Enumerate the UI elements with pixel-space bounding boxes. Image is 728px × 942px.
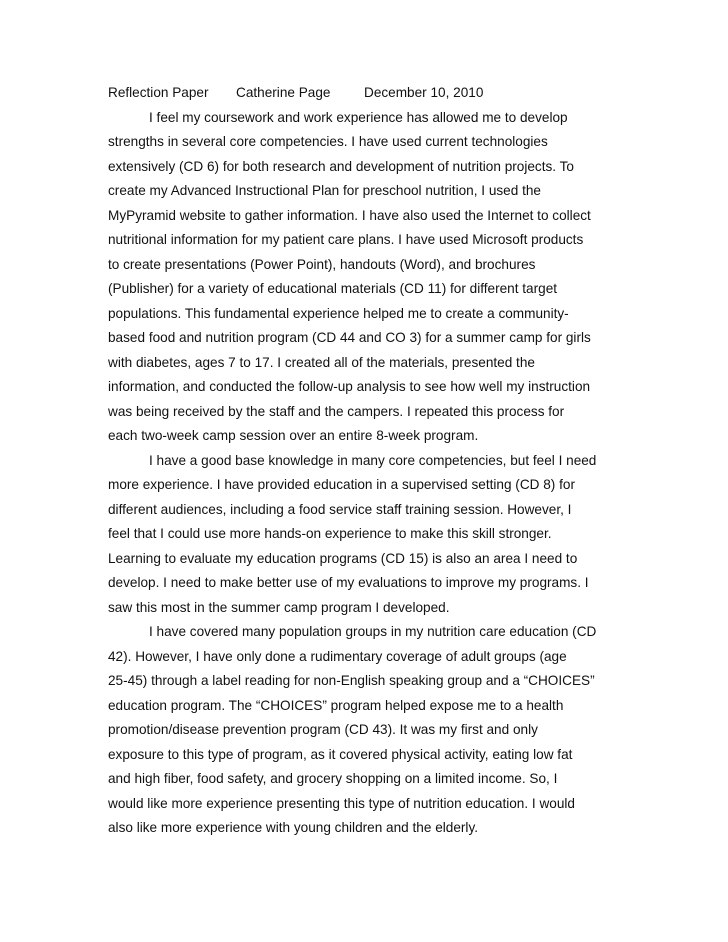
paper-title: Reflection Paper bbox=[108, 85, 209, 100]
text-line: and high fiber, food safety, and grocery shopping on a limited income. So, I bbox=[108, 771, 558, 786]
text-line: (Publisher) for a variety of educational materials (CD 11) for different target bbox=[108, 281, 558, 296]
text-line: more experience. I have provided education in a supervised setting (CD 8) for bbox=[108, 477, 575, 492]
text-line: was being received by the staff and the campers. I repeated this process for bbox=[108, 403, 565, 419]
text-line: develop. I need to make better use of my evaluations to improve my programs. I bbox=[108, 575, 589, 590]
paper-date: December 10, 2010 bbox=[364, 85, 484, 100]
body-text bbox=[108, 106, 628, 841]
text-line: extensively (CD 6) for both research and development of nutrition projects. To bbox=[108, 158, 574, 174]
text-line: 42). However, I have only done a rudimentary coverage of adult groups (age bbox=[108, 648, 567, 664]
paragraph-first-line: I have covered many population groups in my nutrition care education (CD bbox=[149, 624, 597, 639]
reflection-paper-text bbox=[108, 81, 628, 841]
header-line bbox=[108, 81, 628, 106]
text-line: populations. This fundamental experience helped me to create a community- bbox=[108, 305, 569, 321]
text-line: would like more experience presenting this type of nutrition education. I would bbox=[108, 795, 575, 811]
text-line: promotion/disease prevention program (CD 43). It was my first and only bbox=[108, 722, 538, 737]
text-line: information, and conducted the follow-up analysis to see how well my instruction bbox=[108, 379, 591, 394]
text-line: Learning to evaluate my education programs (CD 15) is also an area I need to bbox=[108, 550, 578, 566]
text-line: also like more experience with young children and the elderly. bbox=[108, 820, 479, 835]
text-line: with diabetes, ages 7 to 17. I created all of the materials, presented the bbox=[108, 354, 535, 370]
paragraph-first-line: I feel my coursework and work experience has allowed me to develop bbox=[149, 109, 568, 125]
text-line: exposure to this type of program, as it covered physical activity, eating low fat bbox=[108, 746, 573, 762]
text-line: saw this most in the summer camp program I developed. bbox=[108, 599, 450, 615]
text-line: strengths in several core competencies. I have used current technologies bbox=[108, 134, 548, 149]
text-line: to create presentations (Power Point), handouts (Word), and brochures bbox=[108, 256, 536, 272]
text-line: each two-week camp session over an entire 8-week program. bbox=[108, 428, 479, 443]
text-line: education program. The “CHOICES” program helped expose me to a health bbox=[108, 697, 564, 713]
paragraph-first-line: I have a good base knowledge in many core competencies, but feel I need bbox=[149, 452, 597, 468]
text-line: nutritional information for my patient care plans. I have used Microsoft products bbox=[108, 232, 584, 247]
text-line: feel that I could use more hands-on experience to make this skill stronger. bbox=[108, 526, 552, 541]
text-line: MyPyramid website to gather information. I have also used the Internet to collect bbox=[108, 207, 591, 223]
text-line: create my Advanced Instructional Plan for preschool nutrition, I used the bbox=[108, 183, 541, 198]
text-line: different audiences, including a food service staff training session. However, I bbox=[108, 501, 572, 517]
text-line: 25-45) through a label reading for non-English speaking group and a “CHOICES” bbox=[108, 673, 595, 688]
text-line: based food and nutrition program (CD 44 and CO 3) for a summer camp for girls bbox=[108, 330, 591, 345]
author-name: Catherine Page bbox=[236, 85, 331, 100]
